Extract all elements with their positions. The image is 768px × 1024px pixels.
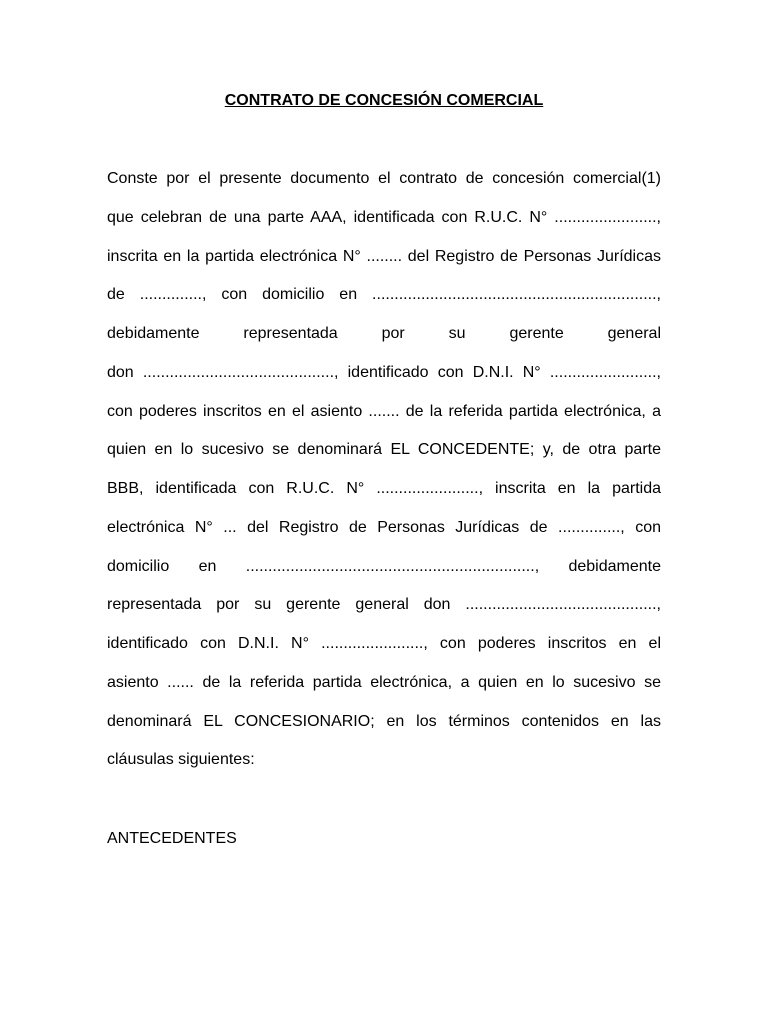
paragraph-line: identificado con D.N.I. N° ......................., con poderes inscritos en el <box>107 635 661 652</box>
paragraph-line: debidamente representada por su gerente general <box>107 325 661 342</box>
document-title: CONTRATO DE CONCESIÓN COMERCIAL <box>224 92 544 109</box>
paragraph-line: con poderes inscritos en el asiento ....... de la referida partida electrónica, a <box>107 402 661 420</box>
section-heading-antecedentes: ANTECEDENTES <box>107 830 237 847</box>
paragraph-line: representada por su gerente general don ..........................................., <box>107 596 661 614</box>
paragraph-line: BBB, identificada con R.U.C. N° ......................., inscrita en la partida <box>107 480 661 497</box>
contract-paragraph <box>107 168 661 788</box>
paragraph-line: denominará EL CONCESIONARIO; en los términos contenidos en las <box>107 712 661 730</box>
paragraph-line: asiento ...... de la referida partida electrónica, a quien en lo sucesivo se <box>107 673 661 691</box>
paragraph-line: Conste por el presente documento el contrato de concesión comercial(1) <box>107 170 661 187</box>
paragraph-line: electrónica N° ... del Registro de Personas Jurídicas de .............., con <box>107 518 661 536</box>
paragraph-line: don ..........................................., identificado con D.N.I. N° ........................, <box>107 363 661 381</box>
paragraph-line-last: cláusulas siguientes: <box>107 751 255 769</box>
paragraph-line: quien en lo sucesivo se denominará EL CONCEDENTE; y, de otra parte <box>107 441 661 459</box>
paragraph-line: domicilio en ................................................................., debidamente <box>107 557 661 575</box>
paragraph-line: de .............., con domicilio en ................................................................, <box>107 286 661 304</box>
paragraph-line: inscrita en la partida electrónica N° ........ del Registro de Personas Jurídicas <box>107 247 661 265</box>
paragraph-line: que celebran de una parte AAA, identificada con R.U.C. N° ......................., <box>107 208 661 226</box>
